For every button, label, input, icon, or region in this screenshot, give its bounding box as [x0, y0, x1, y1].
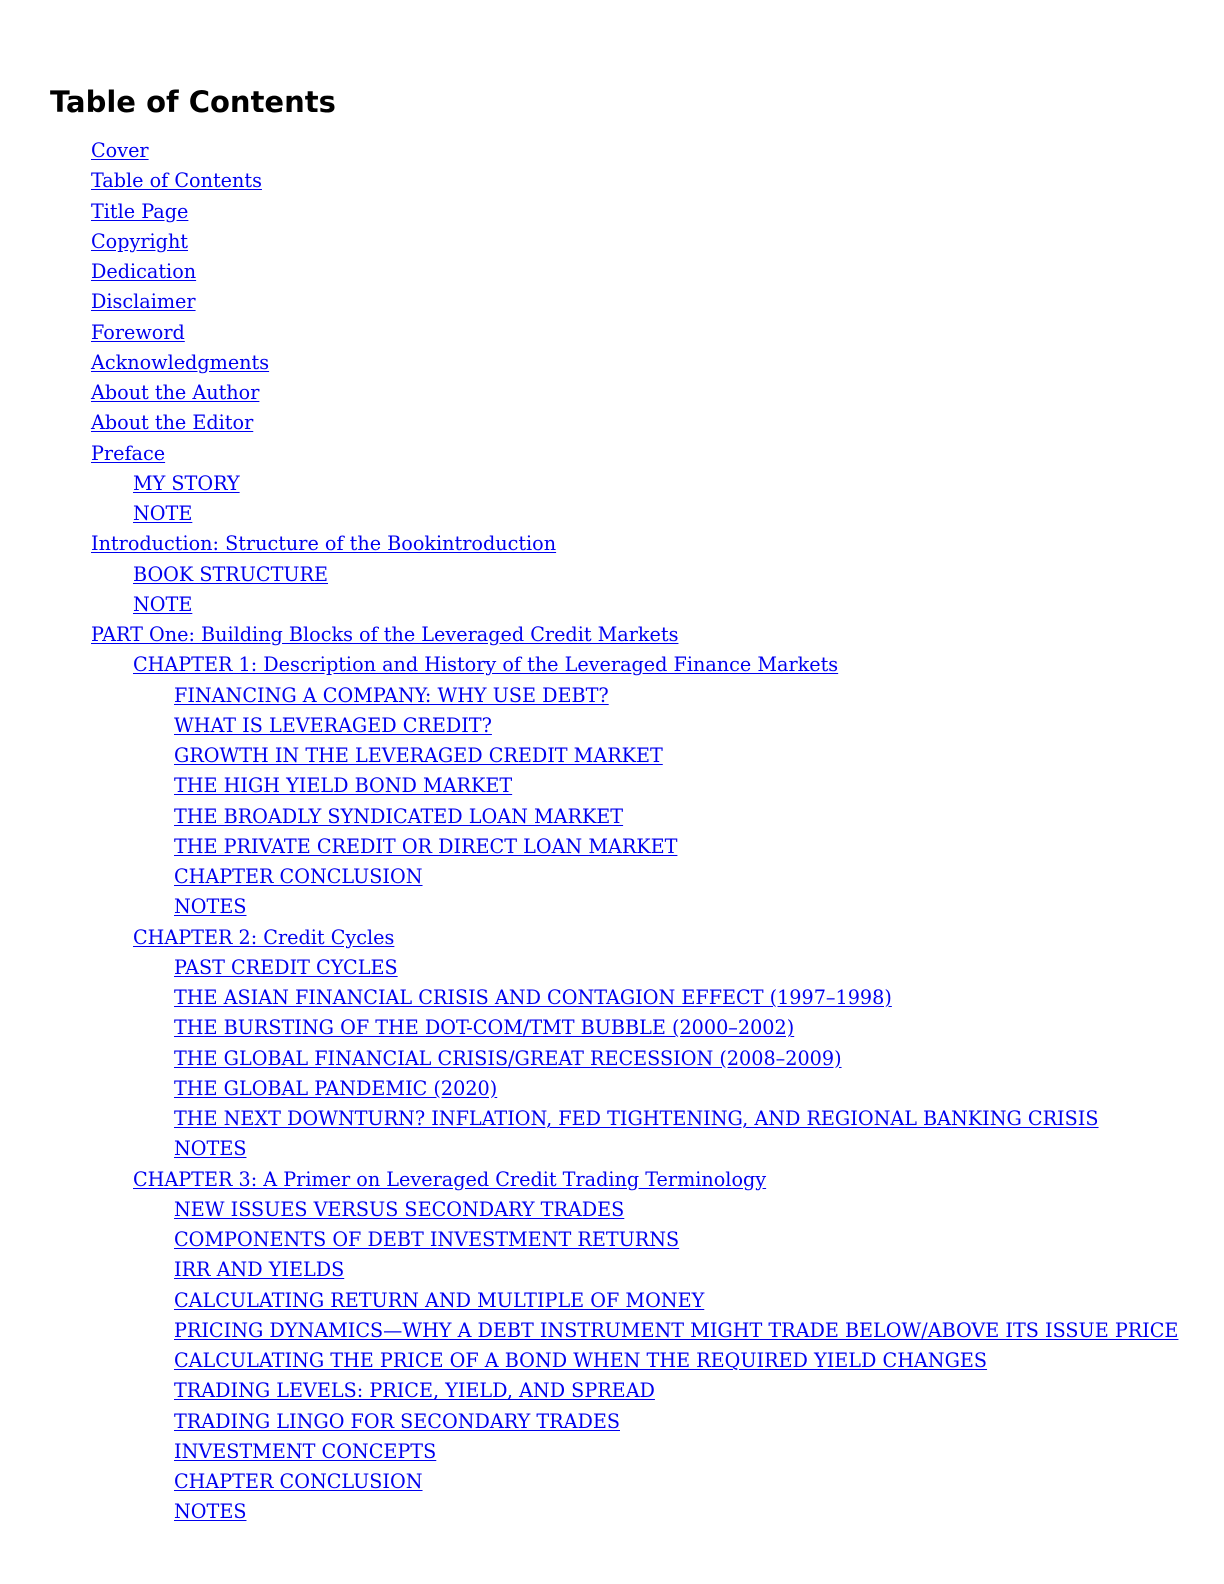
toc-link[interactable]: Cover — [91, 139, 149, 162]
toc-item — [0, 1376, 1178, 1406]
toc-item — [0, 741, 1178, 771]
toc-link[interactable]: THE PRIVATE CREDIT OR DIRECT LOAN MARKET — [174, 834, 678, 858]
toc-link[interactable]: THE BROADLY SYNDICATED LOAN MARKET — [174, 804, 624, 828]
toc-link[interactable]: Foreword — [91, 320, 185, 344]
toc-link[interactable]: COMPONENTS OF DEBT INVESTMENT RETURNS — [174, 1228, 680, 1251]
toc-link[interactable]: THE BURSTING OF THE DOT-COM/TMT BUBBLE (2000–2002) — [174, 1016, 795, 1040]
toc-list — [0, 136, 1178, 1528]
toc-item — [0, 560, 1178, 590]
toc-item — [0, 681, 1178, 711]
toc-link[interactable]: PART One: Building Blocks of the Leveraged Credit Markets — [91, 623, 679, 646]
toc-item — [0, 892, 1178, 922]
toc-link[interactable]: CALCULATING THE PRICE OF A BOND WHEN THE REQUIRED YIELD CHANGES — [174, 1349, 988, 1372]
toc-item — [0, 862, 1178, 892]
toc-link[interactable]: THE ASIAN FINANCIAL CRISIS AND CONTAGION EFFECT (1997–1998) — [174, 986, 892, 1009]
toc-item — [0, 1316, 1178, 1346]
toc-link[interactable]: NOTES — [174, 1137, 247, 1161]
toc-link[interactable]: Copyright — [91, 229, 189, 253]
toc-item — [0, 711, 1178, 741]
toc-item — [0, 1013, 1178, 1043]
toc-item — [0, 1195, 1178, 1225]
toc-link[interactable]: Disclaimer — [91, 290, 196, 314]
toc-link[interactable]: CHAPTER CONCLUSION — [174, 1470, 423, 1493]
toc-link[interactable]: FINANCING A COMPANY: WHY USE DEBT? — [174, 683, 609, 707]
toc-link[interactable]: NOTES — [174, 1500, 247, 1524]
toc-link[interactable]: NOTES — [174, 895, 247, 919]
toc-item — [0, 1467, 1178, 1497]
toc-link[interactable]: MY STORY — [133, 471, 240, 495]
toc-item — [0, 802, 1178, 832]
toc-item — [0, 1134, 1178, 1164]
toc-item — [0, 771, 1178, 801]
toc-link[interactable]: CHAPTER 2: Credit Cycles — [133, 925, 395, 949]
toc-link[interactable]: CALCULATING RETURN AND MULTIPLE OF MONEY — [174, 1288, 705, 1312]
toc-item — [0, 1104, 1178, 1134]
toc-item — [0, 1044, 1178, 1074]
toc-item — [0, 1165, 1178, 1195]
toc-item — [0, 1497, 1178, 1527]
toc-item — [0, 1255, 1178, 1285]
toc-link[interactable]: THE GLOBAL PANDEMIC (2020) — [174, 1076, 498, 1100]
toc-link[interactable]: WHAT IS LEVERAGED CREDIT? — [174, 713, 492, 737]
toc-link[interactable]: CHAPTER 1: Description and History of the Leveraged Finance Markets — [133, 653, 839, 677]
toc-item — [0, 923, 1178, 953]
toc-item — [0, 620, 1178, 650]
toc-item — [0, 499, 1178, 529]
toc-item — [0, 590, 1178, 620]
toc-link[interactable]: NOTE — [133, 592, 193, 616]
toc-link[interactable]: THE NEXT DOWNTURN? INFLATION, FED TIGHTENING, AND REGIONAL BANKING CRISIS — [174, 1107, 1099, 1130]
toc-link[interactable]: NEW ISSUES VERSUS SECONDARY TRADES — [174, 1197, 625, 1221]
toc-item — [0, 529, 1178, 559]
toc-link[interactable]: PRICING DYNAMICS—WHY A DEBT INSTRUMENT MIGHT TRADE BELOW/ABOVE ITS ISSUE PRICE — [174, 1318, 1179, 1342]
toc-item — [0, 1074, 1178, 1104]
toc-link[interactable]: CHAPTER CONCLUSION — [174, 865, 423, 888]
toc-link[interactable]: About the Editor — [91, 411, 254, 435]
toc-item — [0, 348, 1178, 378]
toc-item — [0, 287, 1178, 317]
toc-item — [0, 227, 1178, 257]
toc-item — [0, 318, 1178, 348]
toc-link[interactable]: Dedication — [91, 260, 197, 283]
toc-link[interactable]: About the Author — [91, 381, 260, 404]
toc-item — [0, 408, 1178, 438]
toc-item — [0, 257, 1178, 287]
toc-item — [0, 953, 1178, 983]
toc-item — [0, 983, 1178, 1013]
toc-item — [0, 1407, 1178, 1437]
toc-link[interactable]: TRADING LINGO FOR SECONDARY TRADES — [174, 1409, 620, 1433]
toc-item — [0, 166, 1178, 196]
toc-item — [0, 1225, 1178, 1255]
toc-item — [0, 469, 1178, 499]
toc-link[interactable]: Preface — [91, 441, 166, 465]
toc-link[interactable]: TRADING LEVELS: PRICE, YIELD, AND SPREAD — [174, 1379, 655, 1403]
toc-link[interactable]: INVESTMENT CONCEPTS — [174, 1439, 437, 1463]
toc-link[interactable]: GROWTH IN THE LEVERAGED CREDIT MARKET — [174, 744, 663, 767]
toc-link[interactable]: PAST CREDIT CYCLES — [174, 955, 398, 979]
toc-item — [0, 1286, 1178, 1316]
toc-item — [0, 650, 1178, 680]
toc-link[interactable]: THE GLOBAL FINANCIAL CRISIS/GREAT RECESSION (2008–2009) — [174, 1046, 842, 1070]
toc-link[interactable]: NOTE — [133, 502, 193, 525]
toc-link[interactable]: Title Page — [91, 199, 189, 223]
toc-item — [0, 136, 1178, 166]
toc-item — [0, 1437, 1178, 1467]
toc-link[interactable]: CHAPTER 3: A Primer on Leveraged Credit Trading Terminology — [133, 1167, 767, 1191]
toc-link[interactable]: Table of Contents — [91, 169, 262, 193]
toc-item — [0, 439, 1178, 469]
toc-item — [0, 1346, 1178, 1376]
toc-link[interactable]: THE HIGH YIELD BOND MARKET — [174, 774, 513, 798]
toc-link[interactable]: Acknowledgments — [91, 350, 270, 374]
toc-heading: Table of Contents — [50, 85, 336, 119]
toc-link[interactable]: BOOK STRUCTURE — [133, 562, 329, 586]
toc-link[interactable]: Introduction: Structure of the Bookintroduction — [91, 532, 557, 556]
toc-link[interactable]: IRR AND YIELDS — [174, 1258, 345, 1282]
toc-item — [0, 832, 1178, 862]
toc-item — [0, 378, 1178, 408]
toc-item — [0, 197, 1178, 227]
